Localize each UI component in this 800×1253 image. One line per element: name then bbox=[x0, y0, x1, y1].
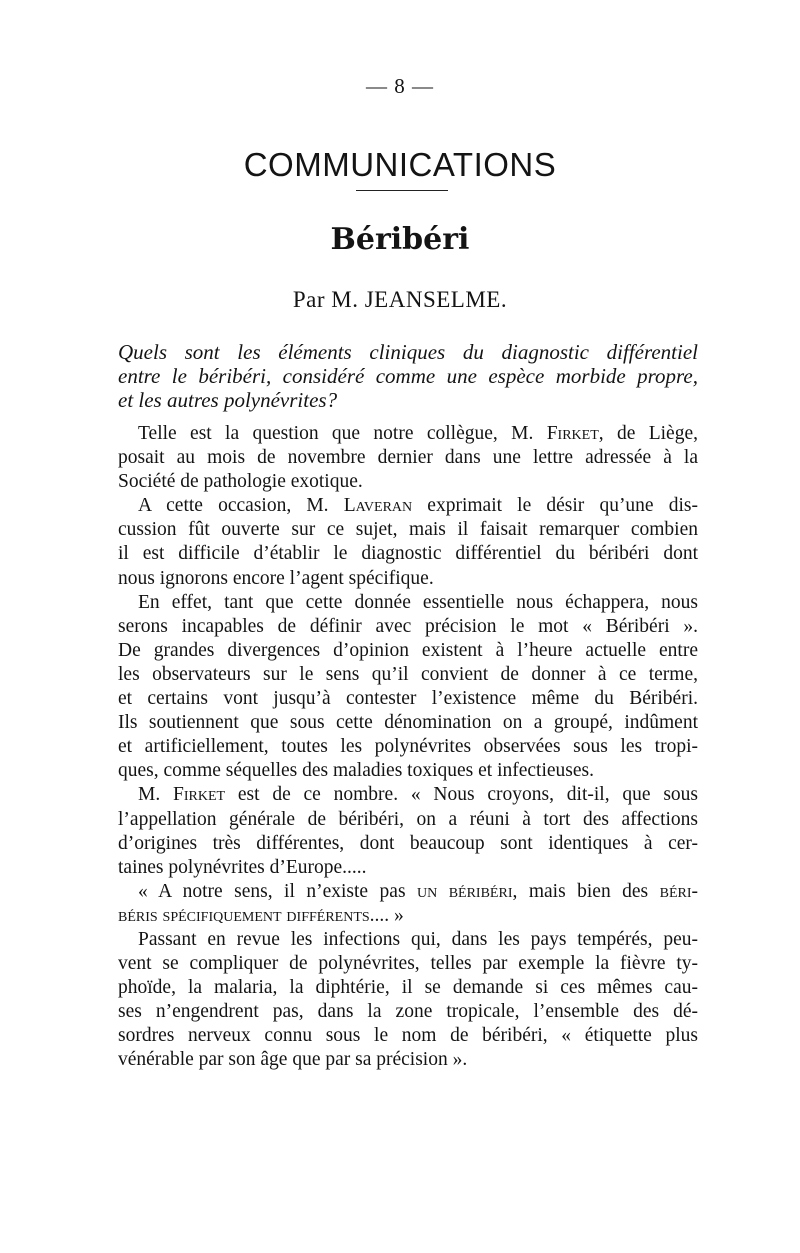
text-line: l’appellation générale de béribéri, on a réuni à tort des affections bbox=[118, 808, 698, 830]
text-line: Telle est la question que notre collègue, M. Firket, de Liège, bbox=[138, 423, 698, 444]
text-line: A cette occasion, M. Laveran exprimait le désir qu’une dis- bbox=[138, 495, 698, 517]
text-line: les observateurs sur le sens qu’il convient de donner à ce terme, bbox=[118, 663, 698, 685]
section-heading: COMMUNICATIONS bbox=[243, 146, 557, 183]
text-line: De grandes divergences d’opinion existent à l’heure actuelle entre bbox=[118, 639, 698, 661]
text-line: et artificiellement, toutes les polynévrites observées sous les tropi- bbox=[118, 736, 698, 758]
emphasis-smallcaps: un béribéri bbox=[417, 880, 513, 902]
text-line: d’origines très différentes, dont beaucoup sont identiques à cer- bbox=[118, 832, 698, 854]
text-line: ses n’engendrent pas, dans la zone tropicale, l’ensemble des dé- bbox=[118, 1001, 698, 1023]
text-line: phoïde, la malaria, la diphtérie, il se demande si ces mêmes cau- bbox=[118, 977, 698, 999]
author-name: Firket bbox=[546, 423, 599, 444]
byline: Par M. JEANSELME. bbox=[292, 287, 508, 312]
question-line: et les autres polynévrites? bbox=[118, 388, 338, 412]
text-line: M. Firket est de ce nombre. « Nous croyons, dit-il, que sous bbox=[138, 784, 698, 806]
emphasis-smallcaps: béri- bbox=[659, 880, 698, 902]
question-line: Quels sont les éléments cliniques du diagnostic différentiel bbox=[118, 340, 698, 364]
question-line: entre le béribéri, considéré comme une espèce morbide propre, bbox=[118, 364, 698, 388]
text-line: posait au mois de novembre dernier dans une lettre adressée à la bbox=[118, 447, 698, 469]
text-line: cussion fût ouverte sur ce sujet, mais il faisait remarquer combien bbox=[118, 519, 698, 541]
text-line: « A notre sens, il n’existe pas un béribéri, mais bien des béri- bbox=[138, 880, 698, 902]
text-line: il est difficile d’établir le diagnostic différentiel du béribéri dont bbox=[118, 543, 698, 565]
author-name: Laveran bbox=[343, 495, 413, 517]
text-line: serons incapables de définir avec précision le mot « Béribéri ». bbox=[118, 615, 698, 637]
text-line: Passant en revue les infections qui, dans les pays tempérés, peu- bbox=[138, 928, 698, 950]
text-line: béris spécifiquement différents.... » bbox=[118, 904, 404, 926]
text-line: et certains vont jusqu’à contester l’existence même du Béribéri. bbox=[118, 688, 698, 710]
text-line: vénérable par son âge que par sa précision ». bbox=[118, 1049, 468, 1071]
text-line: nous ignorons encore l’agent spécifique. bbox=[118, 567, 434, 589]
heading-divider bbox=[356, 190, 448, 191]
text-line: ques, comme séquelles des maladies toxiques et infectieuses. bbox=[118, 760, 594, 782]
emphasis-smallcaps: béris spécifiquement différents bbox=[118, 904, 370, 926]
article-body bbox=[118, 422, 698, 1073]
page-number: — 8 — bbox=[366, 74, 434, 98]
text-line: En effet, tant que cette donnée essentielle nous échappera, nous bbox=[138, 591, 698, 613]
author-name: Firket bbox=[173, 784, 226, 806]
question-paragraph bbox=[118, 340, 698, 412]
text-line: Ils soutiennent que sous cette dénomination on a groupé, indûment bbox=[118, 712, 698, 734]
text-line: sordres nerveux connu sous le nom de béribéri, « étiquette plus bbox=[118, 1025, 698, 1047]
text-line: taines polynévrites d’Europe..... bbox=[118, 856, 367, 878]
text-line: vent se compliquer de polynévrites, telles par exemple la fièvre ty- bbox=[118, 953, 698, 975]
text-line: Société de pathologie exotique. bbox=[118, 471, 363, 493]
article-title: Béribéri bbox=[330, 222, 470, 257]
